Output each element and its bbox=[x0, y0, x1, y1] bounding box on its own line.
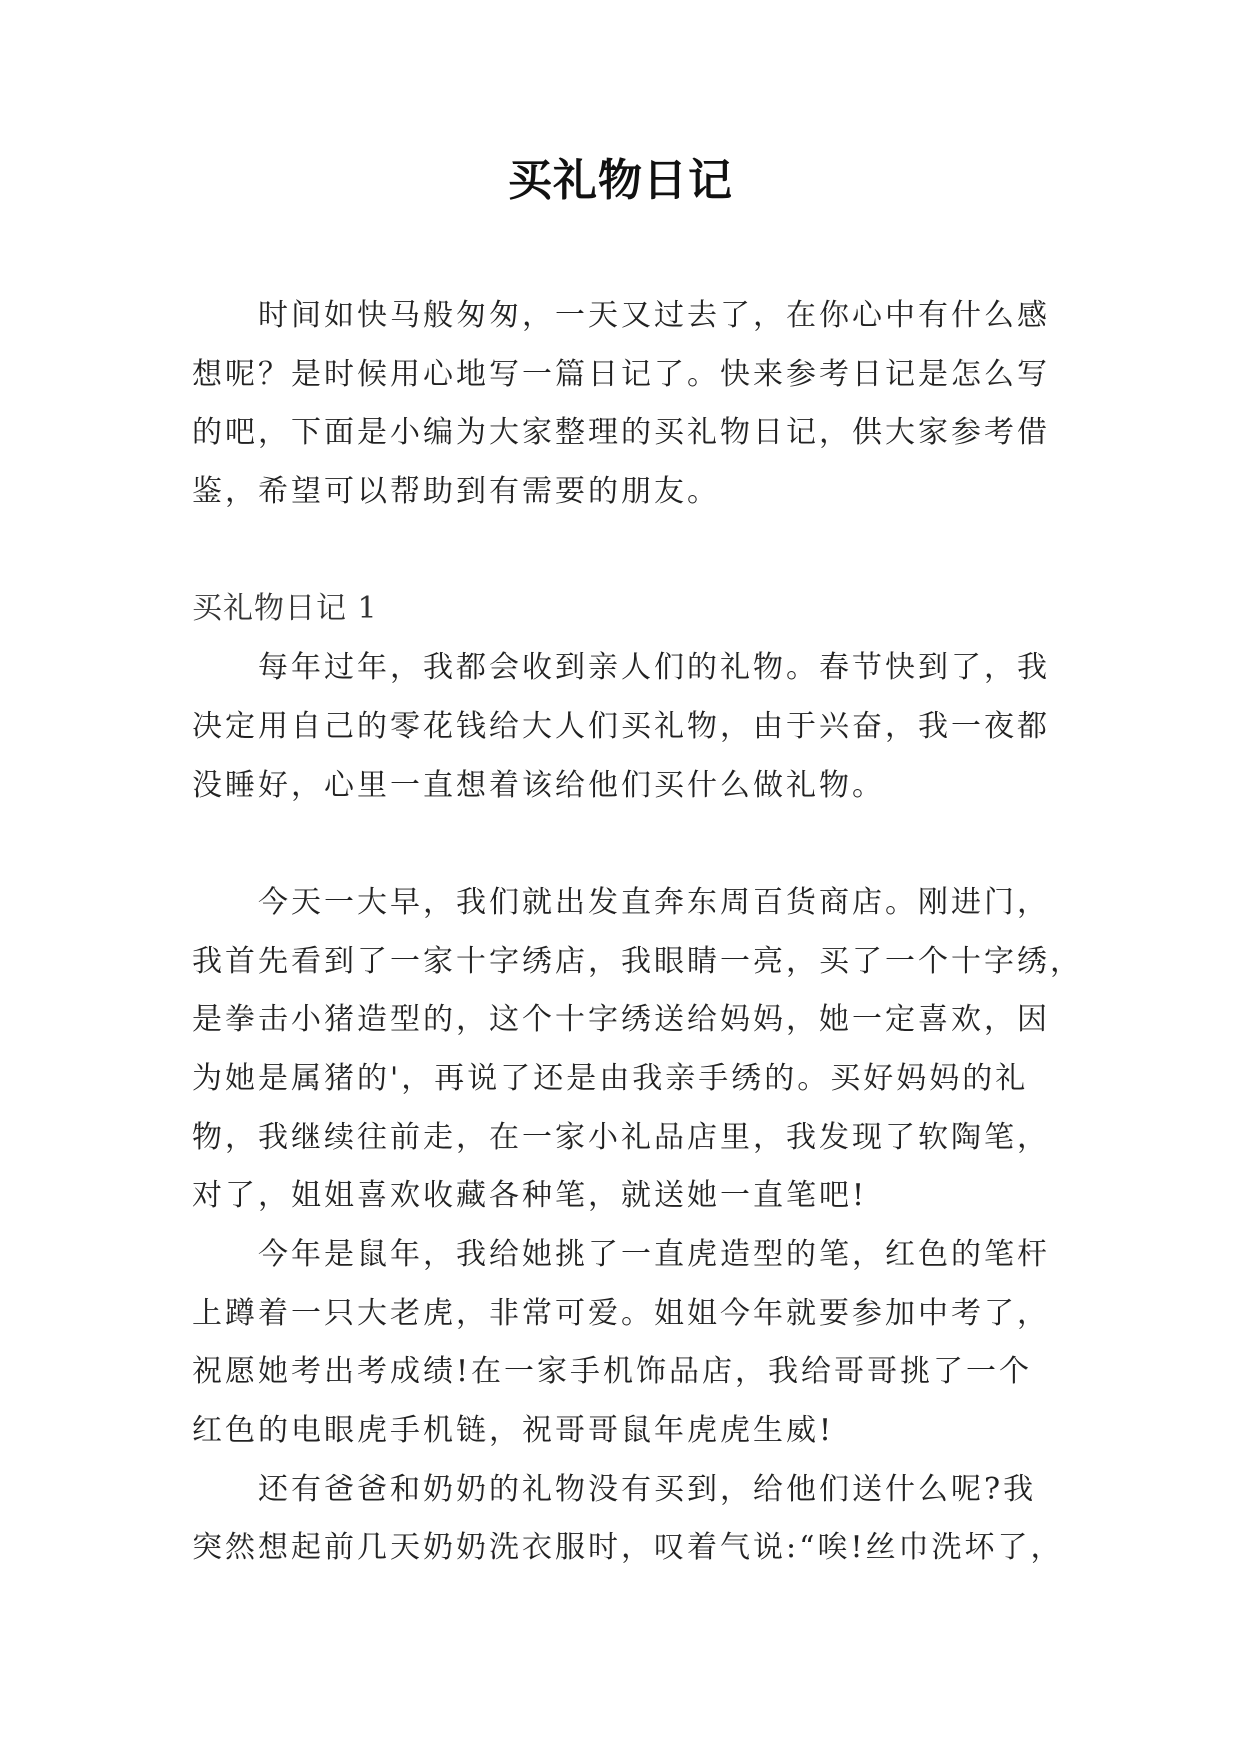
text-line: 今天一大早，我们就出发直奔东周百货商店。刚进门， bbox=[258, 884, 1050, 920]
intro-paragraph bbox=[192, 287, 1192, 522]
diary-section bbox=[192, 580, 1192, 1578]
text-line: 想呢？是时候用心地写一篇日记了。快来参考日记是怎么写 bbox=[192, 356, 1050, 392]
paragraph bbox=[192, 874, 1192, 1226]
text-line: 为她是属猪的'，再说了还是由我亲手绣的。买好妈妈的礼 bbox=[192, 1060, 1029, 1096]
text-line: 还有爸爸和奶奶的礼物没有买到，给他们送什么呢?我 bbox=[258, 1471, 1037, 1507]
text-line: 没睡好，心里一直想着该给他们买什么做礼物。 bbox=[192, 767, 885, 803]
text-line: 红色的电眼虎手机链，祝哥哥鼠年虎虎生威! bbox=[192, 1413, 835, 1449]
text-line: 时间如快马般匆匆，一天又过去了，在你心中有什么感 bbox=[258, 298, 1050, 333]
text-line: 对了，姐姐喜欢收藏各种笔，就送她一直笔吧! bbox=[192, 1178, 868, 1214]
text-line: 物，我继续往前走，在一家小礼品店里，我发现了软陶笔， bbox=[192, 1119, 1050, 1155]
text-line: 突然想起前几天奶奶洗衣服时，叹着气说:“唉!丝巾洗坏了， bbox=[192, 1530, 1064, 1566]
text-line: 鉴，希望可以帮助到有需要的朋友。 bbox=[192, 474, 720, 510]
text-line: 是拳击小猪造型的，这个十字绣送给妈妈，她一定喜欢，因 bbox=[192, 1002, 1050, 1038]
page-title: 买礼物日记 bbox=[508, 155, 733, 206]
paragraph bbox=[192, 639, 1192, 815]
document-body bbox=[192, 287, 1192, 1578]
text-line: 的吧，下面是小编为大家整理的买礼物日记，供大家参考借 bbox=[192, 415, 1050, 451]
blank-line bbox=[192, 522, 1192, 581]
paragraph bbox=[192, 1461, 1192, 1578]
paragraph bbox=[192, 1226, 1192, 1461]
text-line: 决定用自己的零花钱给大人们买礼物，由于兴奋，我一夜都 bbox=[192, 708, 1050, 744]
text-line: 我首先看到了一家十字绣店，我眼睛一亮，买了一个十字绣， bbox=[192, 943, 1083, 979]
text-line: 每年过年，我都会收到亲人们的礼物。春节快到了，我 bbox=[258, 650, 1050, 686]
blank-line bbox=[192, 815, 1192, 874]
text-line: 今年是鼠年，我给她挑了一直虎造型的笔，红色的笔杆 bbox=[258, 1237, 1050, 1272]
section-heading: 买礼物日记 1 bbox=[192, 591, 378, 627]
text-line: 祝愿她考出考成绩!在一家手机饰品店，我给哥哥挑了一个 bbox=[192, 1354, 1033, 1390]
text-line: 上蹲着一只大老虎，非常可爱。姐姐今年就要参加中考了， bbox=[192, 1295, 1050, 1331]
